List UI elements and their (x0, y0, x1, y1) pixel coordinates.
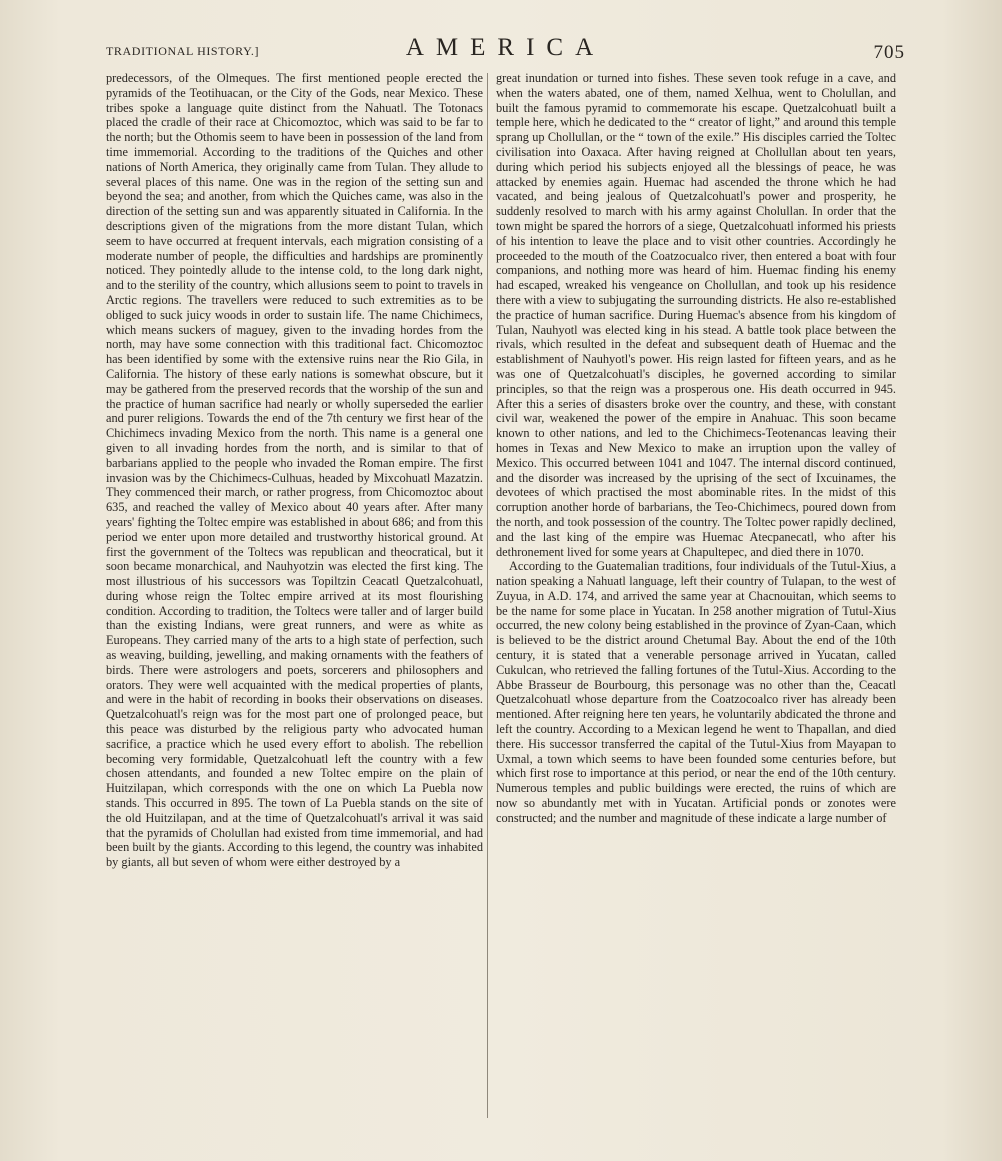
right-column-paragraph-1: great inundation or turned into fishes. These seven took refuge in a cave, and when the waters abated, one of them, named Xelhua, went to Cholullan, and built the famous pyramid to commemorate his escape. Quetzalcohuatl built a temple here, which he dedicated to the “ creator of light,” and around this temple sprang up Chollullan, or the “ town of the exile.” His disciples carried the Toltec civilisation into Oaxaca. After having reigned at Chollullan about ten years, during which period his subjects enjoyed all the blessings of peace, he was attacked by enemies again. Huemac had ascended the throne which he had vacated, and being jealous of Quetzalcohuatl's power and prosperity, he suddenly resolved to march with his army against Cholullan. In order that the town might be spared the horrors of a siege, Quetzalcohuatl informed his priests of his intention to leave the place and to visit other countries. Accordingly he proceeded to the mouth of the Coatzocualco river, then entered a boat with four companions, and nothing more was heard of him. Huemac finding his enemy had escaped, wreaked his vengeance on Chollullan, and took up his residence there with a view to subjugating the surrounding districts. He also re-established the practice of human sacrifice. During Huemac's absence from his kingdom of Tulan, Nauhyotl was elected king in his stead. A battle took place between the rivals, which resulted in the defeat and subsequent death of Huemac and the establishment of Nauhyotl's power. His reign lasted for fifteen years, and as he was one of Quetzalcohuatl's disciples, he governed according to similar principles, so that the reign was a prosperous one. His death occurred in 945. After this a series of disasters broke over the country, and these, with constant civil war, weakened the power of the empire in Anahuac. This soon became known to other nations, and led to the Chichimecs-Teotenancas leaving their homes in Texas and New Mexico to make an irruption upon the valley of Mexico. This occurred between 1041 and 1047. The internal discord continued, and the disorder was increased by the uprising of the sect of Ixcuinames, the devotees of which practised the most abominable rites. In the midst of this corruption another horde of barbarians, the Teo-Chichimecs, poured down from the north, and took possession of the country. The Toltec power rapidly declined, and the last king of the empire was Huemac Atecpanecatl, who after his dethronement lived for some years at Chapultepec, and died there in 1070. (496, 71, 896, 559)
running-section-title: TRADITIONAL HISTORY.] (106, 44, 260, 58)
left-column (106, 71, 483, 870)
page-title: AMERICA (405, 34, 606, 61)
right-column (496, 71, 896, 826)
right-column-paragraph-2: According to the Guatemalian traditions, four individuals of the Tutul-Xius, a nation speaking a Nahuatl language, left their country of Tulapan, to the west of Zuyua, in A.D. 174, and arrived the same year at Chacnouitan, which seems to be the name for some place in Yucatan. In 258 another migration of Tutul-Xius occurred, the new colony being established in the province of Zyan-Caan, which is believed to be the district around Chetumal Bay. About the end of the 10th century, it is stated that a venerable personage arrived in Yucatan, called Cukulcan, who retrieved the falling fortunes of the Tutul-Xius. According to the Abbe Brasseur de Bourbourg, this personage was no other than the, Ceacatl Quetzalcohuatl whose departure from the Coatzocoalco river has already been mentioned. After reigning here ten years, he voluntarily abdicated the throne and left the country. According to a Mexican legend he went to Thapallan, and died there. His successor transferred the capital of the Tutul-Xius from Mayapan to Uxmal, a town which seems to have been founded some centuries before, but which first rose to importance at this period, or near the end of the 10th century. Numerous temples and public buildings were erected, the ruins of which are now so abundantly met with in Yucatan. Artificial ponds or zonotes were constructed; and the number and magnitude of these indicate a large number of (496, 559, 896, 825)
left-column-paragraph: predecessors, of the Olmeques. The first mentioned people erected the pyramids of the Teotihuacan, or the City of the Gods, near Mexico. These tribes spoke a language quite distinct from the Nahuatl. The Totonacs placed the cradle of their race at Chicomoztoc, which was said to be far to the north; but the Othomis seem to have been in possession of the land from time immemorial. According to the traditions of the Quiches and other nations of North America, they originally came from Tulan. They allude to several places of this name. One was in the region of the setting sun and beyond the sea; and another, from which the Quiches came, was also in the direction of the setting sun and was apparently situated in California. In the descriptions given of the migrations from the more distant Tulan, which seem to have occurred at frequent intervals, each migration consisting of a moderate number of people, the difficulties and hardships are prominently noticed. They pointedly allude to the intense cold, to the long dark night, and to the sterility of the country, which allusions seem to point to travels in Arctic regions. The travellers were reduced to such extremities as to be obliged to suck juicy woods in order to sustain life. The name Chichimecs, which means suckers of maguey, given to the invading hordes from the north, may have some connection with this traditional fact. Chicomoztoc has been identified by some with the extensive ruins near the Rio Gila, in California. The history of these early nations is somewhat obscure, but it may be gathered from the preserved records that the worship of the sun and the practice of human sacrifice had nearly or wholly superseded the earlier and purer religions. Towards the end of the 7th century we first hear of the Chichimecs invading Mexico from the north. This name is a general one given to all invading hordes from the north, and is similar to that of barbarians applied to the people who invaded the Roman empire. The first invasion was by the Chichimecs-Culhuas, headed by Mixcohuatl Mazatzin. They commenced their march, or rather progress, from Chicomoztoc about 635, and reached the valley of Mexico about 40 years after. After many years' fighting the Toltec empire was established in about 686; and from this period we enter upon more detailed and trustworthy historical ground. At first the government of the Toltecs was republican and theocratical, but it soon became monarchical, and Nauhyotzin was elected the first king. The most illustrious of his successors was Topiltzin Ceacatl Quetzalcohuatl, during whose reign the Toltec empire arrived at its most flourishing condition. According to tradition, the Toltecs were taller and of larger build than the existing Indians, were great runners, and were as white as Europeans. They carried many of the arts to a high state of perfection, such as weaving, building, jewelling, and making ornaments with the feathers of birds. There were astrologers and poets, sorcerers and philosophers and orators. They were well acquainted with the medical properties of plants, and were in the habit of recording in books their observations on diseases. Quetzalcohuatl's reign was for the most part one of prolonged peace, but this peace was disturbed by the religious party who advocated human sacrifice, a practice which he used every effort to abolish. The rebellion becoming very formidable, Quetzalcohuatl left the country with a few chosen attendants, and founded a new Toltec empire on the plain of Huitzilapan, which corresponds with the one on which La Puebla now stands. This occurred in 895. The town of La Puebla stands on the site of the old Huitzilapan, and at the time of Quetzalcohuatl's arrival it was said that the pyramids of Cholullan had existed from time immemorial, and had been built by the giants. According to this legend, the country was inhabited by giants, all but seven of whom were either destroyed by a (106, 71, 483, 870)
page-number: 705 (873, 42, 905, 63)
page-header (106, 34, 905, 74)
column-divider (487, 73, 488, 1118)
